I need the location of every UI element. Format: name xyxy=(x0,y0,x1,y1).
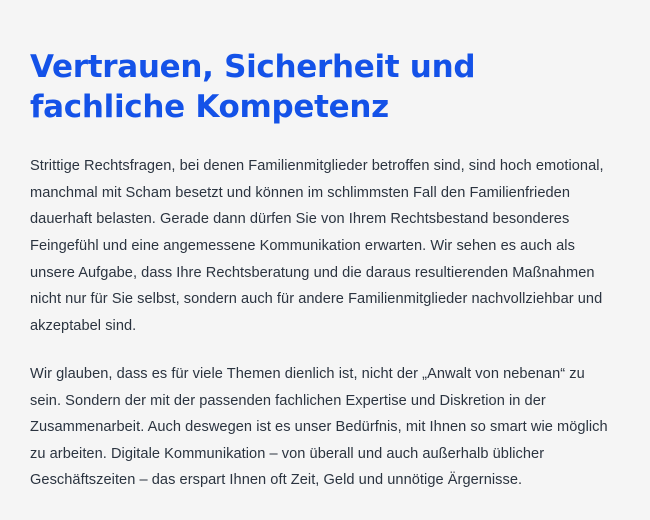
article-content xyxy=(30,48,618,494)
page-title: Vertrauen, Sicherheit und fachliche Kompetenz xyxy=(30,49,476,125)
body-paragraph: Wir glauben, dass es für viele Themen dienlich ist, nicht der „Anwalt von nebenan“ zu sein. Sondern der mit der passenden fachlichen Expertise und Diskretion in der Zusammenarbeit. Auch deswegen ist es unser Bedürfnis, mit Ihnen so smart wie möglich zu arbeiten. Digitale Kommunikation – von überall und auch außerhalb üblicher Geschäftszeiten – das erspart Ihnen oft Zeit, Geld und unnötige Ärgernisse. xyxy=(30,366,608,489)
body-paragraph: Strittige Rechtsfragen, bei denen Familienmitglieder betroffen sind, sind hoch emotional, manchmal mit Scham besetzt und können im schlimmsten Fall den Familienfrieden dauerhaft belasten. Gerade dann dürfen Sie von Ihrem Rechtsbestand besonderes Feingefühl und eine angemessene Kommunikation erwarten. Wir sehen es auch als unsere Aufgabe, dass Ihre Rechtsberatung und die daraus resultierenden Maßnahmen nicht nur für Sie selbst, sondern auch für andere Familienmitglieder nachvollziehbar und akzeptabel sind. xyxy=(30,158,604,334)
